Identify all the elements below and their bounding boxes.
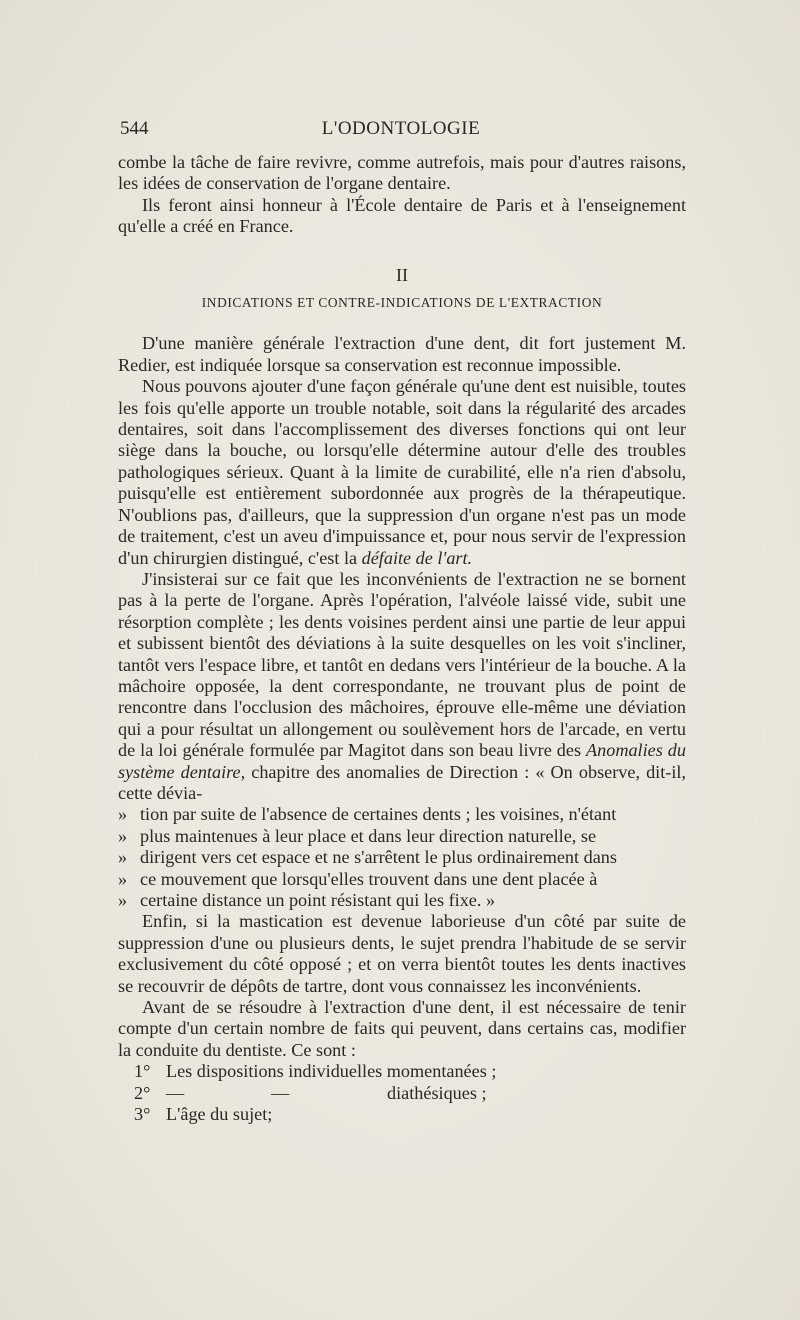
- section-title: INDICATIONS ET CONTRE-INDICATIONS DE L'EXTRACTION: [201, 295, 603, 311]
- paragraph: Avant de se résoudre à l'extraction d'une dent, il est nécessaire de tenir compte d'un certain nombre de faits qui peuvent, dans certains cas, modifier la conduite du dentiste. Ce sont :: [118, 997, 686, 1060]
- quote-mark: »: [118, 890, 128, 910]
- paragraph: D'une manière générale l'extraction d'une dent, dit fort justement M. Redier, est indiquée lorsque sa conservation est reconnue impossible.: [118, 333, 686, 375]
- quote-line: [118, 890, 686, 911]
- quote-text: certaine distance un point résistant qui les fixe. »: [140, 890, 496, 910]
- page-header: [120, 118, 682, 142]
- list-number: 3°: [134, 1104, 151, 1125]
- list-number: 1°: [134, 1061, 151, 1082]
- list-item: [118, 1104, 686, 1125]
- italic-book-title: Anomalies du système dentaire,: [118, 740, 686, 782]
- running-head: L'ODONTOLOGIE: [321, 118, 481, 139]
- list-item: [118, 1061, 686, 1082]
- list-text: L'âge du sujet;: [166, 1104, 273, 1125]
- quote-mark: »: [118, 825, 128, 846]
- paragraph-text: Nous pouvons ajouter d'une façon générale qu'une dent est nuisible, toutes les fois qu'elle apporte un trouble notable, soit dans la régularité des arcades dentaires, soit dans l'accomplissement des diverses fonctions qui ont leur siège dans la bouche, ou lorsqu'elle détermine autour d'elle des troubles pathologiques sérieux. Quant à la limite de curabilité, elle n'a rien d'absolu, puisqu'elle est entièrement subordonnée aux progrès de la thérapeutique. N'oublions pas, d'ailleurs, que la suppression d'un organe n'est pas un mode de traitement, c'est un aveu d'impuissance et, pour nous servir de l'expression d'un chirurgien distingué, c'est la: [118, 376, 686, 568]
- list-number: 2°: [134, 1082, 151, 1103]
- page-number: 544: [120, 118, 149, 139]
- quote-mark: »: [118, 847, 128, 868]
- quote-mark: »: [118, 868, 128, 889]
- quote-mark: »: [118, 804, 128, 825]
- list-item: [118, 1083, 686, 1104]
- ditto-dash: —: [166, 1082, 185, 1103]
- quote-text: plus maintenues à leur place et dans leur direction naturelle, se: [140, 825, 597, 846]
- list-text: diathésiques ;: [387, 1082, 487, 1103]
- section-number: II: [396, 264, 408, 285]
- quote-line: [118, 847, 686, 868]
- list-text: Les dispositions individuelles momentanées ;: [166, 1061, 497, 1082]
- ditto-dash: —: [271, 1082, 290, 1103]
- quote-text: dirigent vers cet espace et ne s'arrêtent le plus ordinairement dans: [140, 847, 617, 868]
- paragraph: [118, 569, 686, 804]
- quote-text: tion par suite de l'absence de certaines dents ; les voisines, n'étant: [140, 804, 617, 825]
- page-body: [118, 152, 686, 1125]
- paragraph: [118, 376, 686, 569]
- quote-line: [118, 804, 686, 825]
- paragraph-text: chapitre des anomalies de Direction : « On observe, dit-il, cette dévia-: [118, 761, 687, 803]
- quote-line: [118, 826, 686, 847]
- quote-text: ce mouvement que lorsqu'elles trouvent dans une dent placée à: [140, 868, 598, 889]
- paragraph: Ils feront ainsi honneur à l'École dentaire de Paris et à l'enseignement qu'elle a créé en France.: [118, 194, 686, 237]
- quote-line: [118, 869, 686, 890]
- paragraph-text: J'insisterai sur ce fait que les inconvénients de l'extraction ne se bornent pas à la perte de l'organe. Après l'opération, l'alvéole laissé vide, subit une résorption complète ; les dents voisines perdent ainsi une partie de leur appui et subissent bientôt des déviations à la suite desquelles on les voit s'incliner, tantôt vers l'espace libre, et tantôt en dedans vers l'intérieur de la bouche. A la mâchoire opposée, la dent correspondante, ne trouvant plus de point de rencontre dans l'occlusion des mâchoires, éprouve elle-même une déviation qui a pour résultat un allongement ou soulèvement hors de l'arcade, en vertu de la loi générale formulée par Magitot dans son beau livre des: [118, 568, 686, 761]
- italic-phrase: défaite de l'art.: [361, 547, 473, 568]
- paragraph: Enfin, si la mastication est devenue laborieuse d'un côté par suite de suppression d'une ou plusieurs dents, le sujet prendra l'habitude de se servir exclusivement du côté opposé ; et on verra bientôt toutes les dents inactives se recouvrir de dépôts de tartre, dont vous connaissez les inconvénients.: [118, 911, 686, 996]
- paragraph-continuation: combe la tâche de faire revivre, comme autrefois, mais pour d'autres raisons, les idées de conservation de l'organe dentaire.: [118, 152, 686, 194]
